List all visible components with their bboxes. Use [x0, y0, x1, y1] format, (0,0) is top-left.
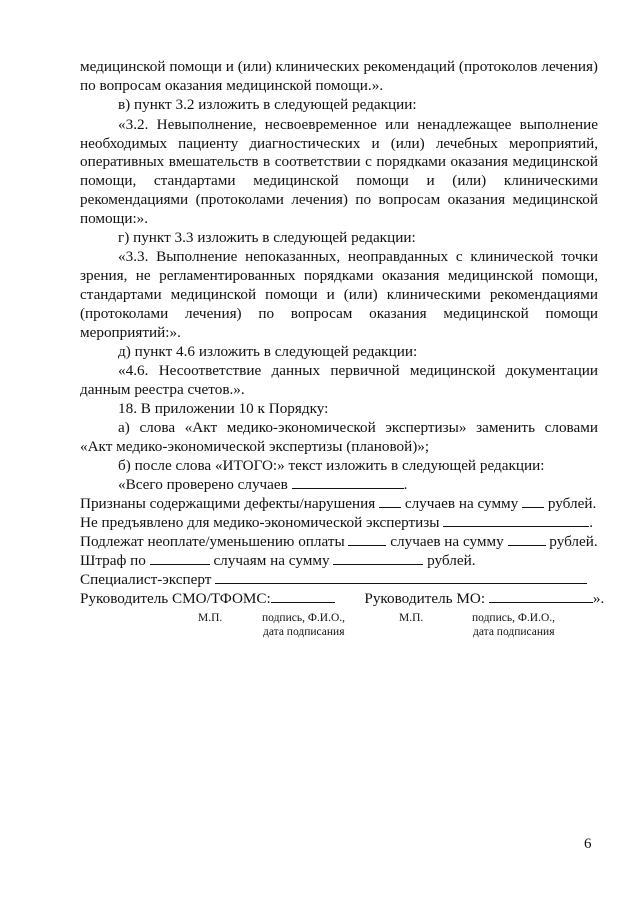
- form-line-heads: [80, 589, 605, 608]
- text-line: в) пункт 3.2 изложить в следующей редакции:: [118, 96, 417, 113]
- form-label: Штраф по: [80, 552, 146, 569]
- text-line: необходимых пациенту диагностических и (или) лечебных мероприятий,: [80, 135, 598, 152]
- stamp-caption: М.П.: [399, 612, 424, 624]
- form-label: Не предъявлено для медико-экономической экспертизы: [80, 514, 440, 531]
- text-line: «3.3. Выполнение непоказанных, неоправданных с клинической точки: [118, 248, 598, 265]
- form-label: Руководитель СМО/ТФОМС:: [80, 590, 271, 607]
- text-line: данным реестра счетов.».: [80, 381, 245, 398]
- blank-field[interactable]: [489, 589, 593, 603]
- text-line: помощи:».: [80, 210, 149, 227]
- form-line-defects: [80, 494, 598, 513]
- form-label: случаям на сумму: [213, 552, 330, 569]
- signature-caption: дата подписания: [263, 626, 345, 638]
- form-label: .: [589, 514, 594, 531]
- form-label: случаев на сумму: [390, 533, 504, 550]
- form-label: Признаны содержащими дефекты/нарушения: [80, 495, 376, 512]
- text-line: «4.6. Несоответствие данных первичной медицинской документации: [118, 362, 598, 379]
- blank-field[interactable]: [215, 570, 587, 584]
- text-line: медицинской помощи и (или) клинических рекомендаций (протоколов лечения): [80, 58, 598, 75]
- form-line-fine: [80, 551, 598, 570]
- blank-field[interactable]: [150, 551, 210, 565]
- signature-caption: подпись, Ф.И.О.,: [262, 612, 346, 624]
- stamp-caption: М.П.: [198, 612, 223, 624]
- form-label: рублей.: [549, 533, 598, 550]
- text-line: 18. В приложении 10 к Порядку:: [118, 400, 329, 417]
- text-line: г) пункт 3.3 изложить в следующей редакции:: [118, 229, 416, 246]
- text-line: по вопросам оказания медицинской помощи.».: [80, 77, 384, 94]
- text-line: стандартами медицинской помощи и (или) клиническими рекомендациями: [80, 286, 598, 303]
- blank-field[interactable]: [348, 532, 386, 546]
- blank-field[interactable]: [271, 589, 335, 603]
- form-label: .: [403, 476, 408, 493]
- text-line: «Акт медико-экономической экспертизы (плановой)»;: [80, 438, 430, 455]
- signature-caption: подпись, Ф.И.О.,: [472, 612, 556, 624]
- text-line: зрения, не регламентированных порядками оказания медицинской помощи,: [80, 267, 598, 284]
- text-line: мероприятий:».: [80, 324, 181, 341]
- form-line-nonpayment: [80, 532, 598, 551]
- text-line: б) после слова «ИТОГО:» текст изложить в следующей редакции:: [118, 457, 545, 474]
- blank-field[interactable]: [292, 475, 404, 489]
- form-line-checked: [80, 475, 598, 494]
- text-line: д) пункт 4.6 изложить в следующей редакции:: [118, 343, 418, 360]
- signature-caption: дата подписания: [473, 626, 555, 638]
- form-line-not-presented: [80, 513, 598, 532]
- form-label: Подлежат неоплате/уменьшению оплаты: [80, 533, 345, 550]
- text-line: «3.2. Невыполнение, несвоевременное или ненадлежащее выполнение: [118, 116, 598, 133]
- blank-field[interactable]: [522, 494, 544, 508]
- page-number: 6: [584, 836, 592, 852]
- text-line: оперативных вмешательств в соответствии с порядками оказания медицинской: [80, 153, 598, 170]
- blank-field[interactable]: [333, 551, 423, 565]
- form-label: «Всего проверено случаев: [118, 476, 288, 493]
- form-label: Специалист-эксперт: [80, 571, 212, 588]
- blank-field[interactable]: [508, 532, 546, 546]
- text-line: помощи, стандартами медицинской помощи и (или) клиническими: [80, 172, 598, 189]
- text-line: (протоколами лечения) по вопросам оказания медицинской помощи: [80, 305, 598, 322]
- form-label: рублей.: [547, 495, 597, 512]
- form-label: рублей.: [427, 552, 476, 569]
- form-label: Руководитель МО:: [364, 590, 486, 607]
- form-label: ».: [592, 590, 605, 607]
- form-line-specialist: [80, 570, 598, 589]
- text-line: рекомендациями (протоколами лечения) по вопросам оказания медицинской: [80, 191, 598, 208]
- text-line: а) слова «Акт медико-экономической экспертизы» заменить словами: [118, 419, 598, 436]
- form-label: случаев на сумму: [404, 495, 519, 512]
- blank-field[interactable]: [443, 513, 589, 527]
- blank-field[interactable]: [379, 494, 401, 508]
